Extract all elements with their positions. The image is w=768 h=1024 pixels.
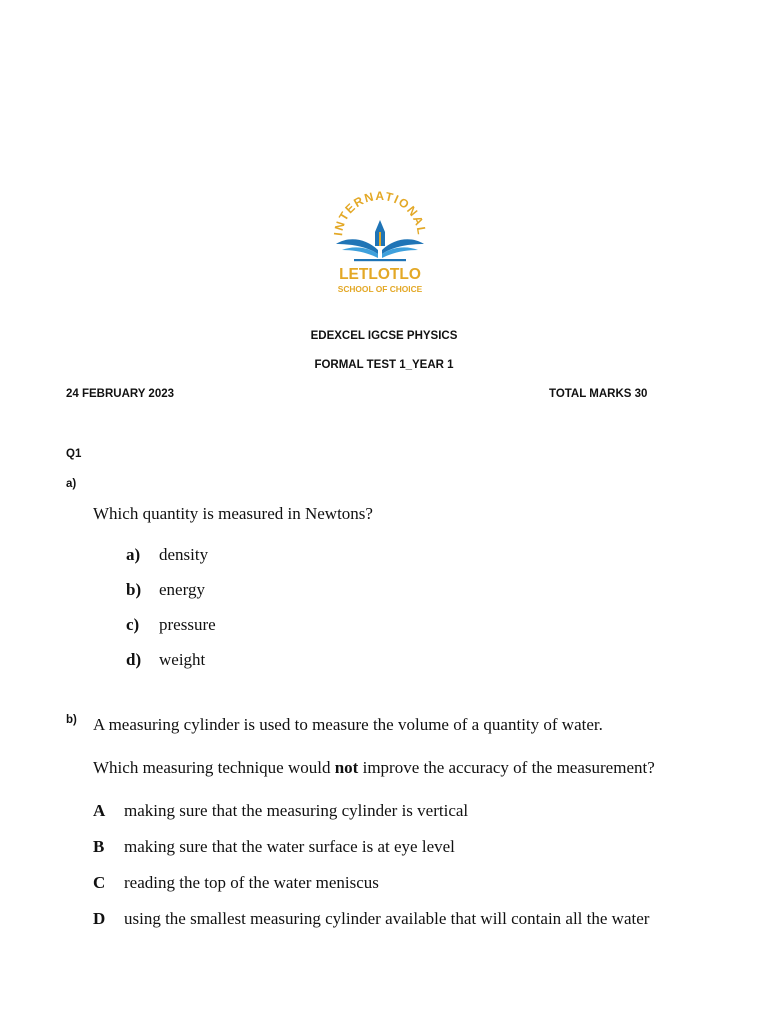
option-A — [93, 801, 468, 821]
part-a-question: Which quantity is measured in Newtons? — [93, 504, 373, 523]
test-title: FORMAL TEST 1_YEAR 1 — [314, 359, 454, 371]
option-letter: A — [93, 801, 106, 820]
question-text-post: improve the accuracy of the measurement? — [358, 758, 655, 777]
test-date: 24 FEBRUARY 2023 — [66, 388, 175, 400]
option-B — [93, 837, 455, 857]
question-text-pre: Which measuring technique would — [93, 758, 335, 777]
option-C — [93, 873, 379, 893]
option-letter: a) — [126, 545, 141, 564]
question-number: Q1 — [66, 448, 82, 460]
logo-name: LETLOTLO — [339, 266, 421, 283]
logo-arc-text: INTERNATIONAL — [331, 188, 430, 237]
option-letter: B — [93, 837, 105, 856]
option-c — [126, 615, 216, 635]
logo-tagline: SCHOOL OF CHOICE — [337, 284, 423, 294]
option-b — [126, 580, 205, 600]
option-text: pressure — [159, 615, 216, 634]
total-marks: TOTAL MARKS 30 — [549, 388, 648, 400]
subject-title: EDEXCEL IGCSE PHYSICS — [310, 330, 458, 342]
option-text: making sure that the water surface is at eye level — [124, 837, 455, 856]
pencil-tip-icon — [375, 220, 385, 232]
part-b-label: b) — [66, 714, 77, 726]
option-letter: b) — [126, 580, 142, 599]
part-a-label: a) — [66, 478, 77, 490]
school-logo — [328, 188, 432, 300]
option-text: energy — [159, 580, 205, 599]
option-letter: C — [93, 873, 106, 892]
option-text: density — [159, 545, 209, 564]
option-letter: d) — [126, 650, 142, 669]
question-emphasis: not — [334, 758, 359, 777]
part-b-question — [93, 758, 655, 778]
option-text: making sure that the measuring cylinder is vertical — [124, 801, 469, 820]
option-d — [126, 650, 205, 670]
option-D — [93, 909, 649, 929]
option-letter: D — [93, 909, 106, 928]
part-b-statement: A measuring cylinder is used to measure the volume of a quantity of water. — [93, 715, 603, 734]
option-letter: c) — [126, 615, 140, 634]
option-text: using the smallest measuring cylinder available that will contain all the water — [124, 909, 650, 928]
option-text: reading the top of the water meniscus — [124, 873, 379, 892]
option-a — [126, 545, 208, 565]
option-text: weight — [159, 650, 206, 669]
